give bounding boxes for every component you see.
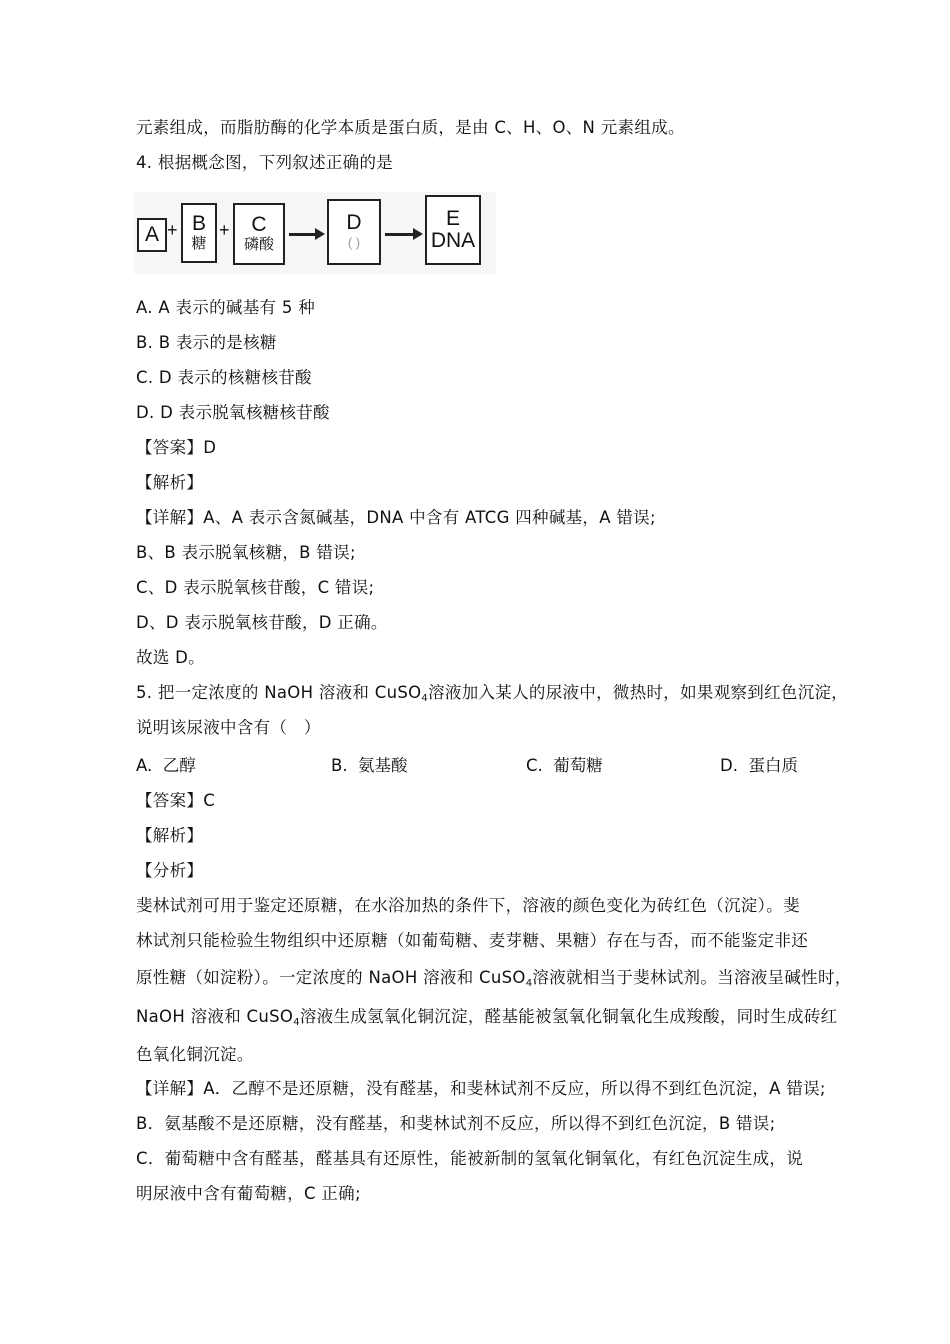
detail-4-line: D、D 表示脱氧核苷酸，D 正确。 — [136, 613, 388, 632]
box-a — [137, 218, 167, 252]
box-c — [233, 203, 285, 265]
box-d-blank: ( ) — [347, 235, 361, 250]
arrow-right-icon — [385, 233, 415, 236]
box-e-label: E — [445, 207, 460, 230]
box-e — [425, 195, 481, 265]
box-c-label: C — [251, 213, 267, 236]
box-b — [181, 203, 217, 263]
plus-sign: + — [219, 220, 230, 240]
option-4d: D. D 表示脱氧核糖核苷酸 — [136, 403, 330, 422]
paragraph-line — [136, 1005, 837, 1035]
question-5-line2: 说明该尿液中含有（ ） — [136, 718, 321, 737]
text-part: 5. 把一定浓度的 NaOH 溶液和 CuSO — [136, 683, 422, 702]
fenxi-5-heading: 【分析】 — [136, 861, 204, 880]
box-e-sub: DNA — [430, 229, 476, 252]
question-5 — [136, 681, 848, 711]
answer-4: 【答案】D — [136, 438, 217, 457]
text-part: NaOH 溶液和 CuSO — [136, 1007, 294, 1026]
paragraph-line: 色氧化铜沉淀。 — [136, 1045, 254, 1064]
box-a-label: A — [144, 223, 159, 246]
subscript: 4 — [421, 693, 429, 704]
subscript: 4 — [525, 978, 533, 989]
question-4: 4. 根据概念图，下列叙述正确的是 — [136, 153, 394, 172]
box-b-label: B — [191, 212, 206, 235]
line-prev-tail: 元素组成，而脂肪酶的化学本质是蛋白质，是由 C、H、O、N 元素组成。 — [136, 118, 685, 137]
text-part: 溶液加入某人的尿液中，微热时，如果观察到红色沉淀， — [428, 683, 849, 702]
detail-5-line: B．氨基酸不是还原糖，没有醛基，和斐林试剂不反应，所以得不到红色沉淀，B 错误; — [136, 1114, 776, 1133]
box-b-sub: 糖 — [191, 235, 207, 252]
detail-4-line: C、D 表示脱氧核苷酸，C 错误; — [136, 578, 375, 597]
detail-5-line: 明尿液中含有葡萄糖，C 正确; — [136, 1184, 361, 1203]
plus-sign: + — [167, 220, 178, 240]
paragraph-line: 斐林试剂可用于鉴定还原糖，在水浴加热的条件下，溶液的颜色变化为砖红色（沉淀）。斐 — [136, 896, 800, 915]
text-part: 溶液就相当于斐林试剂。当溶液呈碱性时， — [532, 968, 852, 987]
option-5b: B. 氨基酸 — [331, 756, 408, 775]
text-part: 原性糖（如淀粉）。一定浓度的 NaOH 溶液和 CuSO — [136, 968, 526, 987]
box-c-sub: 磷酸 — [243, 236, 274, 253]
option-4b: B. B 表示的是核糖 — [136, 333, 277, 352]
selection-4: 故选 D。 — [136, 648, 205, 667]
paragraph-line — [136, 966, 852, 996]
text-part: 溶液生成氢氧化铜沉淀，醛基能被氢氧化铜氧化生成羧酸，同时生成砖红 — [299, 1007, 838, 1026]
detail-5-line: C．葡萄糖中含有醛基，醛基具有还原性，能被新制的氢氧化铜氧化，有红色沉淀生成，说 — [136, 1149, 804, 1168]
box-d — [327, 199, 381, 265]
box-d-label: D — [346, 211, 362, 234]
option-5c: C. 葡萄糖 — [526, 756, 603, 775]
option-5a: A. 乙醇 — [136, 756, 196, 775]
answer-5: 【答案】C — [136, 791, 216, 810]
detail-4-line: B、B 表示脱氧核糖，B 错误; — [136, 543, 356, 562]
paragraph-line: 林试剂只能检验生物组织中还原糖（如葡萄糖、麦芽糖、果糖）存在与否，而不能鉴定非还 — [136, 931, 808, 950]
analysis-4-heading: 【解析】 — [136, 473, 204, 492]
option-5d: D. 蛋白质 — [720, 756, 798, 775]
analysis-5-heading: 【解析】 — [136, 826, 204, 845]
concept-diagram — [134, 192, 496, 274]
option-4a: A. A 表示的碱基有 5 种 — [136, 298, 316, 317]
option-4c: C. D 表示的核糖核苷酸 — [136, 368, 312, 387]
arrow-right-icon — [289, 233, 317, 236]
detail-4-line: 【详解】A、A 表示含氮碱基，DNA 中含有 ATCG 四种碱基，A 错误; — [136, 508, 656, 527]
detail-5-line: 【详解】A．乙醇不是还原糖，没有醛基，和斐林试剂不反应，所以得不到红色沉淀，A 错误; — [136, 1079, 826, 1098]
subscript: 4 — [293, 1017, 300, 1028]
